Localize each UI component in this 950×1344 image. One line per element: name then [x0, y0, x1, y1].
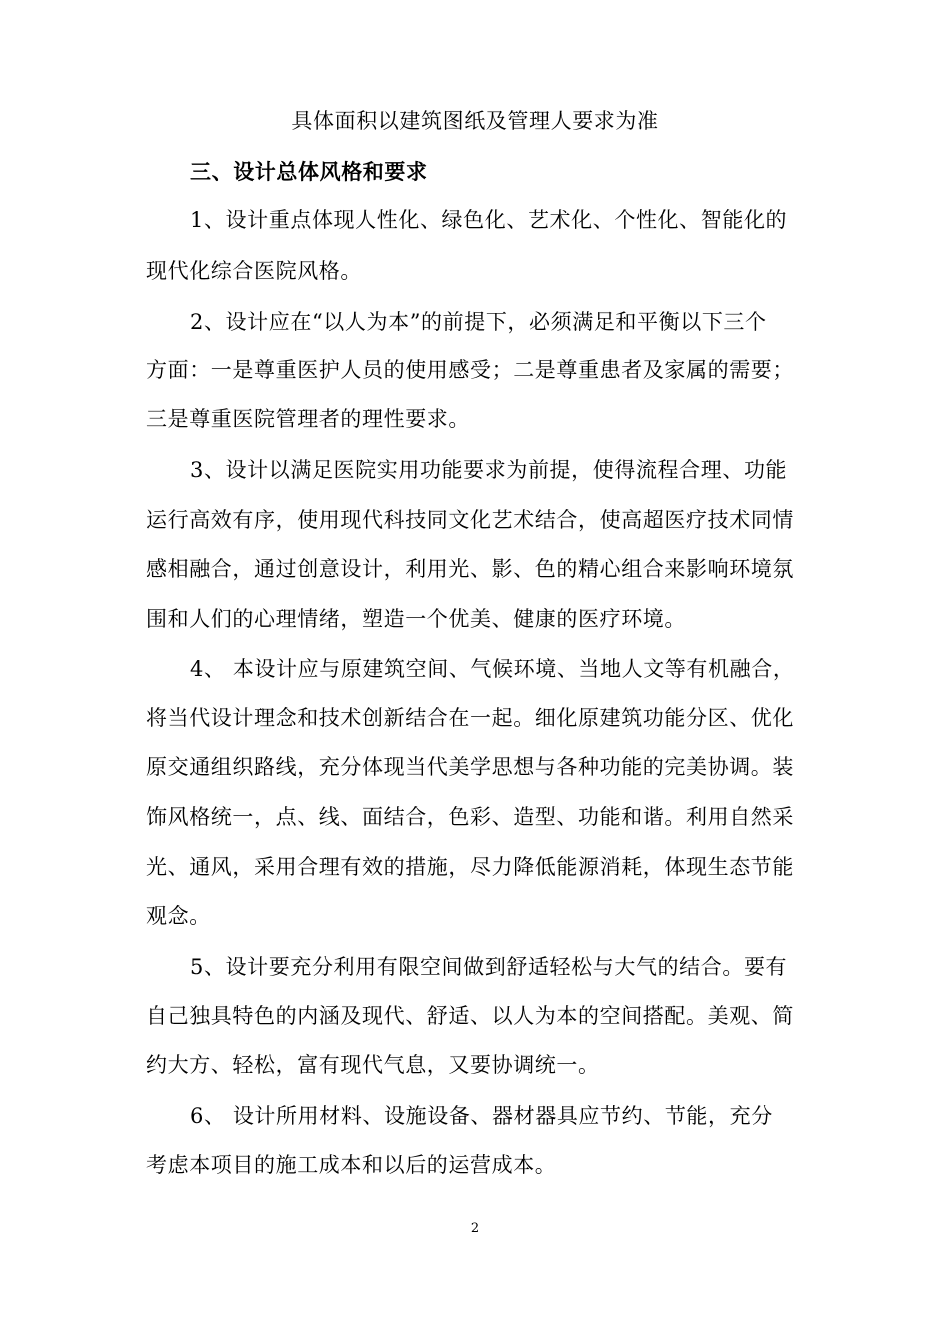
- top-note: 具体面积以建筑图纸及管理人要求为准: [291, 109, 659, 133]
- paragraph-line: 约大方、轻松，富有现代气息，又要协调统一。: [146, 1053, 600, 1077]
- page-number: 2: [470, 1221, 480, 1236]
- paragraph-line: 围和人们的心理情绪，塑造一个优美、健康的医疗环境。: [146, 607, 686, 631]
- paragraph-line: 饰风格统一，点、线、面结合，色彩、造型、功能和谐。利用自然采: [146, 805, 794, 829]
- section-heading: 三、设计总体风格和要求: [190, 159, 428, 184]
- paragraph-line: 3、设计以满足医院实用功能要求为前提，使得流程合理、功能: [190, 458, 788, 482]
- paragraph-line: 1、设计重点体现人性化、绿色化、艺术化、个性化、智能化的: [190, 208, 788, 232]
- paragraph-line: 现代化综合医院风格。: [146, 259, 362, 283]
- paragraph-line: 光、通风，采用合理有效的措施，尽力降低能源消耗，体现生态节能: [146, 855, 794, 879]
- paragraph-line: 三是尊重医院管理者的理性要求。: [146, 407, 470, 431]
- paragraph-line: 4、 本设计应与原建筑空间、气候环境、当地人文等有机融合，: [190, 657, 795, 681]
- paragraph-line: 将当代设计理念和技术创新结合在一起。细化原建筑功能分区、优化: [146, 706, 794, 730]
- paragraph-line: 2、设计应在“以人为本”的前提下，必须满足和平衡以下三个: [190, 310, 767, 334]
- paragraph-line: 6、 设计所用材料、设施设备、器材器具应节约、节能，充分: [190, 1104, 773, 1128]
- paragraph-line: 考虑本项目的施工成本和以后的运营成本。: [146, 1153, 557, 1177]
- paragraph-line: 方面：一是尊重医护人员的使用感受；二是尊重患者及家属的需要；: [146, 358, 794, 382]
- paragraph-line: 自己独具特色的内涵及现代、舒适、以人为本的空间搭配。美观、简: [146, 1004, 794, 1028]
- paragraph-line: 原交通组织路线，充分体现当代美学思想与各种功能的完美协调。装: [146, 755, 794, 779]
- paragraph-line: 观念。: [146, 904, 211, 928]
- paragraph-line: 感相融合，通过创意设计，利用光、影、色的精心组合来影响环境氛: [146, 557, 794, 581]
- paragraph-line: 5、设计要充分利用有限空间做到舒适轻松与大气的结合。要有: [190, 955, 788, 979]
- paragraph-line: 运行高效有序，使用现代科技同文化艺术结合，使高超医疗技术同情: [146, 508, 794, 532]
